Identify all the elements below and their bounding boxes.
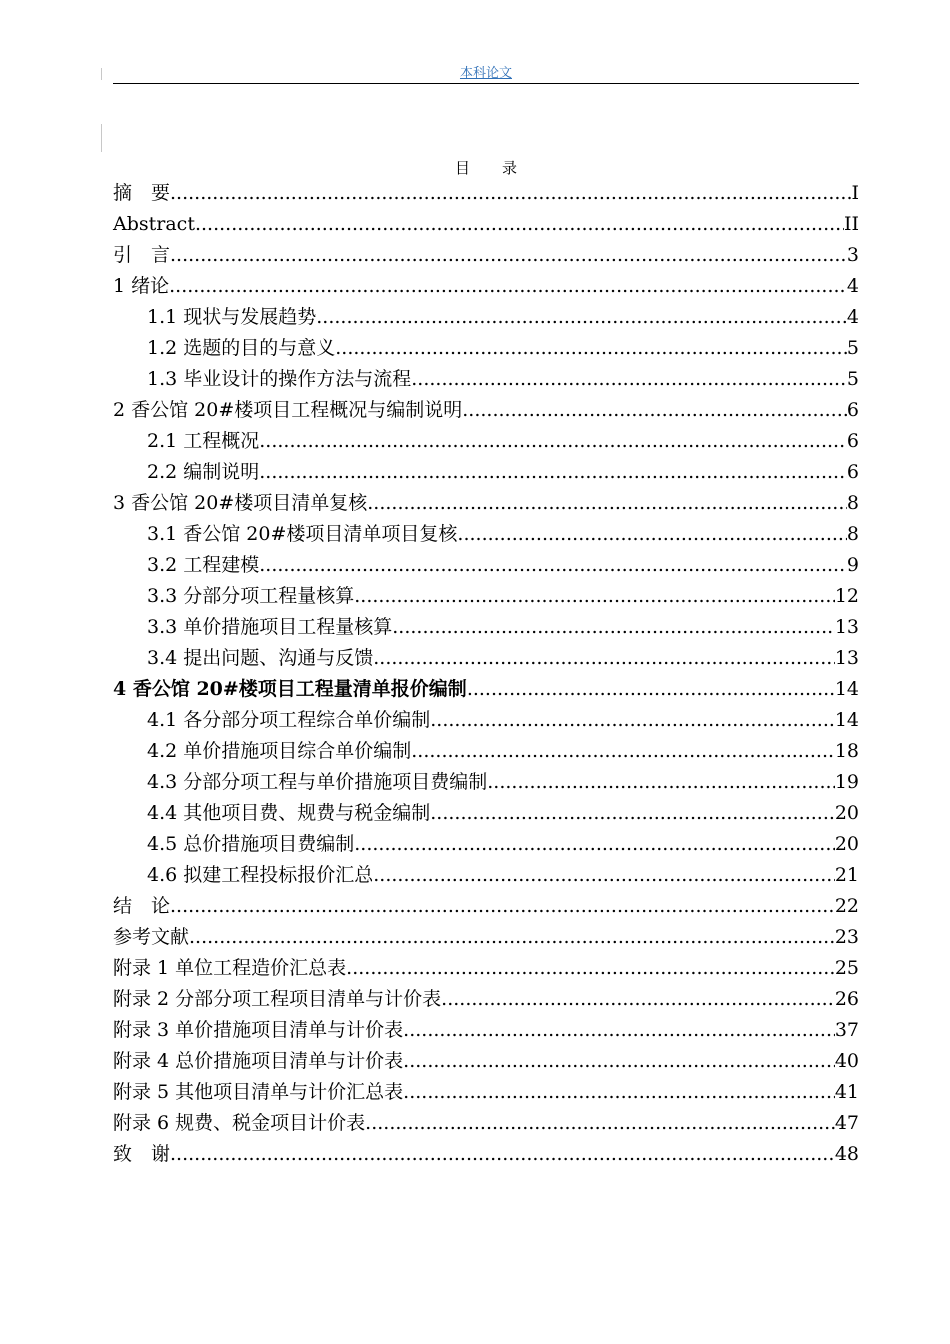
toc-dot-leader [487,767,835,798]
toc-entry-label: 1.1 现状与发展趋势 [147,306,317,328]
toc-dot-leader [403,1077,835,1108]
toc-entry-label: 摘 要 [113,182,171,204]
toc-entry-label: 3.2 工程建模 [147,554,260,576]
toc-dot-leader [259,426,847,457]
toc-dot-leader [462,395,847,426]
toc-entry-page-number: 21 [834,864,859,886]
toc-entry-page-number: 19 [834,771,859,793]
toc-entry-label: 附录 3 单价措施项目清单与计价表 [113,1019,404,1041]
toc-entry-label: 附录 4 总价措施项目清单与计价表 [113,1050,404,1072]
toc-dot-leader [411,364,847,395]
toc-dot-leader [170,891,835,922]
toc-entry[interactable] [113,240,859,271]
toc-dot-leader [457,519,847,550]
toc-entry-label: 4.6 拟建工程投标报价汇总 [147,864,374,886]
toc-entry[interactable] [113,922,859,953]
toc-dot-leader [441,984,835,1015]
toc-dot-leader [346,953,835,984]
toc-entry-label: 参考文献 [113,926,190,948]
body-margin-mark [101,124,102,152]
toc-entry[interactable] [113,488,859,519]
running-header-title[interactable]: 本科论文 [459,66,512,81]
toc-title-part-2: 录 [502,159,518,177]
toc-entry[interactable] [113,1077,859,1108]
toc-entry-label: 附录 6 规费、税金项目计价表 [113,1112,366,1134]
toc-dot-leader [403,1015,835,1046]
toc-dot-leader [373,643,835,674]
toc-entry-page-number: 25 [834,957,859,979]
toc-entry-page-number: 4 [846,275,859,297]
toc-dot-leader [354,581,835,612]
toc-entry[interactable] [113,302,859,333]
toc-entry-label: 附录 2 分部分项工程项目清单与计价表 [113,988,442,1010]
toc-entry-label: 1.2 选题的目的与意义 [147,337,336,359]
toc-entry-page-number: 12 [834,585,859,607]
toc-entry[interactable] [113,984,859,1015]
toc-entry-page-number: 6 [846,461,859,483]
toc-dot-leader [170,1139,835,1170]
toc-entry[interactable] [113,643,859,674]
toc-title-part-1: 目 [454,159,470,177]
toc-entry[interactable] [113,612,859,643]
toc-dot-leader [170,178,851,209]
toc-entry-page-number: 14 [834,678,859,700]
toc-entry[interactable] [113,1108,859,1139]
toc-entry-page-number: 20 [834,833,859,855]
toc-entry[interactable] [113,829,859,860]
toc-entry-label: 4.1 各分部分项工程综合单价编制 [147,709,431,731]
toc-dot-leader [316,302,847,333]
toc-dot-leader [367,488,847,519]
toc-dot-leader [169,271,847,302]
toc-entry-page-number: 9 [846,554,859,576]
toc-entry-label: 3.3 分部分项工程量核算 [147,585,355,607]
toc-entry-page-number: 26 [834,988,859,1010]
toc-entry[interactable] [113,178,859,209]
toc-entry-page-number: 37 [834,1019,859,1041]
toc-dot-leader [467,674,835,705]
toc-dot-leader [259,457,847,488]
toc-entry[interactable] [113,674,859,705]
toc-dot-leader [170,240,847,271]
toc-entry[interactable] [113,364,859,395]
toc-entry-page-number: I [851,182,859,204]
toc-entry-label: 1.3 毕业设计的操作方法与流程 [147,368,412,390]
toc-entry-label: 2 香公馆 20#楼项目工程概况与编制说明 [113,399,463,421]
toc-dot-leader [392,612,835,643]
toc-entry-page-number: 5 [846,368,859,390]
toc-entry-label: Abstract [113,213,195,235]
toc-entry[interactable] [113,860,859,891]
toc-entry-label: 致 谢 [113,1143,171,1165]
toc-entry-page-number: 47 [834,1112,859,1134]
toc-entry[interactable] [113,1015,859,1046]
toc-entry-page-number: 23 [834,926,859,948]
toc-entry-label: 2.1 工程概况 [147,430,260,452]
toc-entry[interactable] [113,581,859,612]
toc-entry[interactable] [113,550,859,581]
toc-dot-leader [430,798,835,829]
toc-entry[interactable] [113,767,859,798]
toc-entry-label: 引 言 [113,244,171,266]
toc-entry[interactable] [113,1139,859,1170]
toc-dot-leader [411,736,835,767]
toc-entry-page-number: 6 [846,430,859,452]
toc-entry[interactable] [113,395,859,426]
toc-entry-label: 附录 1 单位工程造价汇总表 [113,957,347,979]
toc-entry-label: 4.4 其他项目费、规费与税金编制 [147,802,431,824]
toc-entry-page-number: 41 [834,1081,859,1103]
header-margin-mark [101,68,102,80]
table-of-contents [113,178,859,1170]
toc-dot-leader [189,922,835,953]
toc-entry[interactable] [113,333,859,364]
toc-entry[interactable] [113,271,859,302]
toc-entry-label: 3.4 提出问题、沟通与反馈 [147,647,374,669]
toc-entry-label: 2.2 编制说明 [147,461,260,483]
toc-entry-page-number: 48 [834,1143,859,1165]
toc-entry[interactable] [113,705,859,736]
toc-entry-page-number: 5 [846,337,859,359]
toc-entry[interactable] [113,426,859,457]
toc-dot-leader [335,333,847,364]
toc-entry[interactable] [113,891,859,922]
toc-dot-leader [373,860,835,891]
toc-entry[interactable] [113,736,859,767]
toc-title [113,158,859,178]
toc-dot-leader [195,209,844,240]
toc-entry-label: 4.3 分部分项工程与单价措施项目费编制 [147,771,488,793]
toc-entry-label: 1 绪论 [113,275,170,297]
toc-entry-label: 附录 5 其他项目清单与计价汇总表 [113,1081,404,1103]
toc-entry-page-number: 13 [834,616,859,638]
toc-entry-label: 3.1 香公馆 20#楼项目清单项目复核 [147,523,458,545]
toc-dot-leader [403,1046,835,1077]
toc-entry-page-number: 22 [834,895,859,917]
toc-entry[interactable] [113,209,859,240]
toc-entry[interactable] [113,798,859,829]
toc-entry-page-number: 13 [834,647,859,669]
toc-dot-leader [259,550,847,581]
toc-entry-page-number: 3 [846,244,859,266]
toc-entry-page-number: II [843,213,859,235]
toc-entry-page-number: 8 [846,492,859,514]
toc-entry-page-number: 4 [846,306,859,328]
toc-entry-page-number: 20 [834,802,859,824]
toc-entry-label: 4 香公馆 20#楼项目工程量清单报价编制 [113,678,467,700]
toc-entry[interactable] [113,1046,859,1077]
toc-entry-label: 4.5 总价措施项目费编制 [147,833,355,855]
toc-dot-leader [430,705,835,736]
toc-entry[interactable] [113,953,859,984]
toc-dot-leader [365,1108,835,1139]
toc-entry-page-number: 18 [834,740,859,762]
toc-dot-leader [354,829,835,860]
toc-entry[interactable] [113,519,859,550]
toc-entry-label: 3 香公馆 20#楼项目清单复核 [113,492,368,514]
toc-entry-label: 3.3 单价措施项目工程量核算 [147,616,393,638]
header-rule [113,83,859,84]
toc-entry-label: 4.2 单价措施项目综合单价编制 [147,740,412,762]
toc-entry-page-number: 8 [846,523,859,545]
toc-entry[interactable] [113,457,859,488]
toc-entry-page-number: 40 [834,1050,859,1072]
toc-entry-label: 结 论 [113,895,171,917]
toc-entry-page-number: 6 [846,399,859,421]
toc-entry-page-number: 14 [834,709,859,731]
